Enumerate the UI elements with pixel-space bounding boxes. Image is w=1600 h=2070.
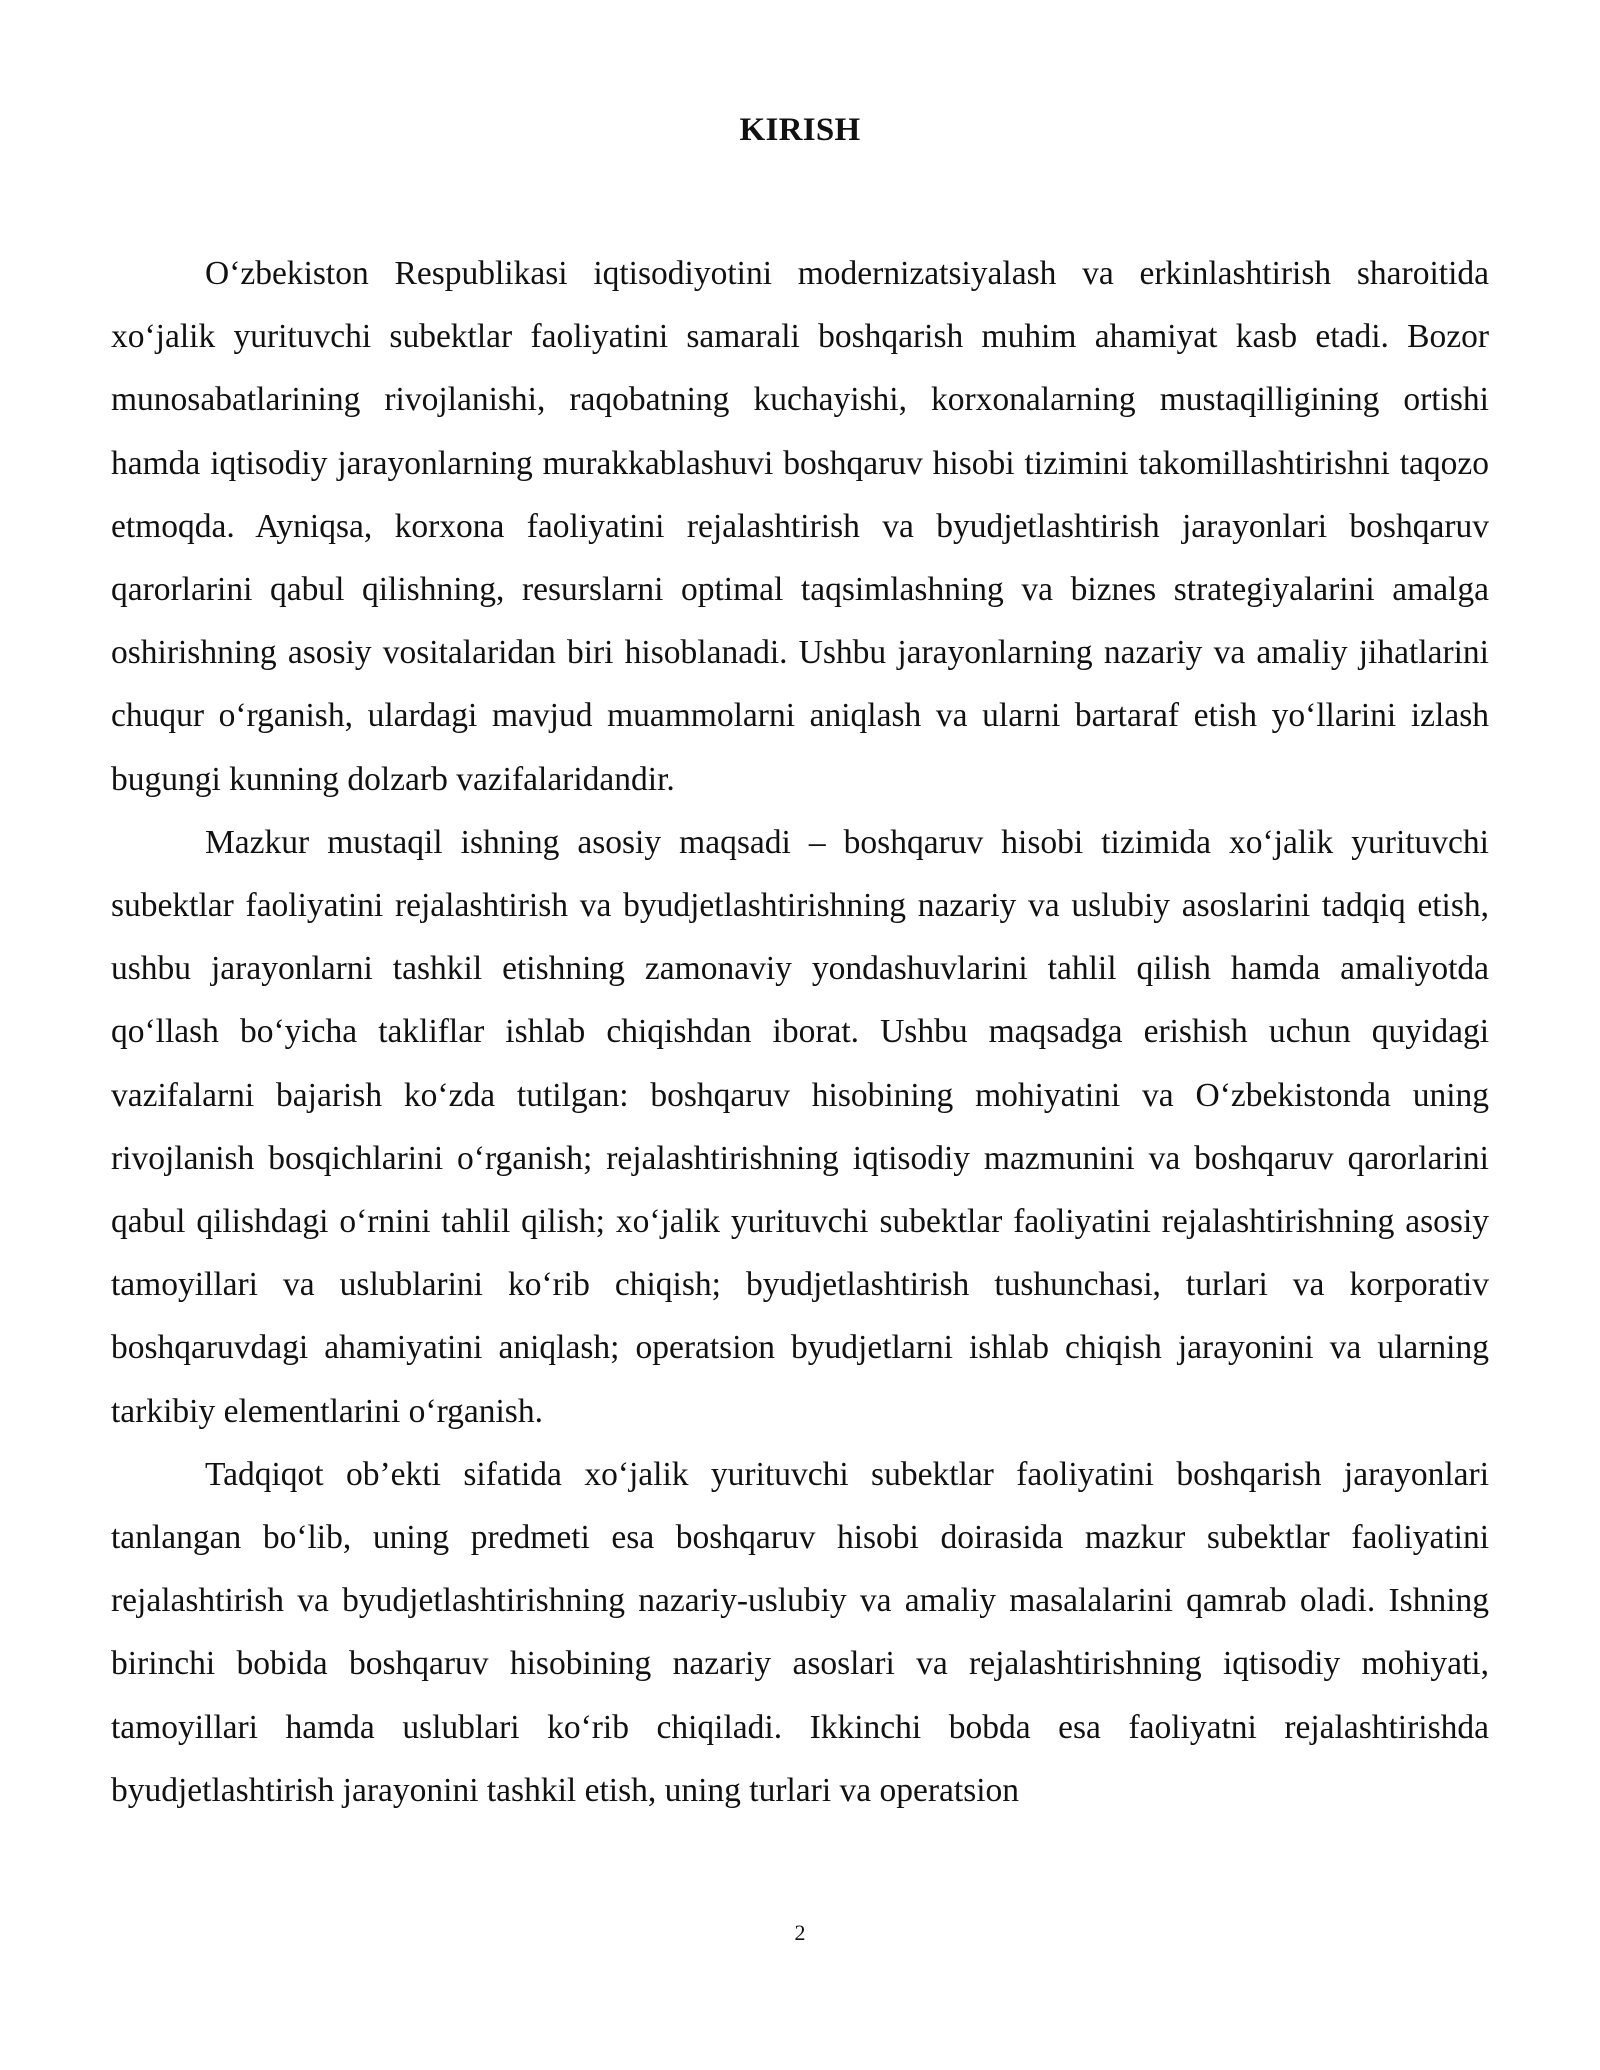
paragraph-aim: Mazkur mustaqil ishning asosiy maqsadi – boshqaruv hisobi tizimida xo‘jalik yurituvchi subektlar faoliyatini rejalashtirish va byudjetlashtirishning nazariy va uslubiy asoslarini tadqiq etish, ushbu jarayonlarni tashkil etishning zamonaviy yondashuvlarini tahlil qilish hamda amaliyotda qo‘llash bo‘yicha takliflar ishlab chiqishdan iborat. Ushbu maqsadga erishish uchun quyidagi vazifalarni bajarish ko‘zda tutilgan: boshqaruv hisobining mohiyatini va O‘zbekistonda uning rivojlanish bosqichlarini o‘rganish; rejalashtirishning iqtisodiy mazmunini va boshqaruv qarorlarini qabul qilishdagi o‘rnini tahlil qilish; xo‘jalik yurituvchi subektlar faoliyatini rejalashtirishning asosiy tamoyillari va uslublarini ko‘rib chiqish; byudjetlashtirish tushunchasi, turlari va korporativ boshqaruvdagi ahamiyatini aniqlash; operatsion byudjetlarni ishlab chiqish jarayonini va ularning tarkibiy elementlarini o‘rganish. <box>111 823 1489 1430</box>
paragraph-intro: O‘zbekiston Respublikasi iqtisodiyotini modernizatsiyalash va erkinlashtirish sharoitida xo‘jalik yurituvchi subektlar faoliyatini samarali boshqarish muhim ahamiyat kasb etadi. Bozor munosabatlarining rivojlanishi, raqobatning kuchayishi, korxonalarning mustaqilligining ortishi hamda iqtisodiy jarayonlarning murakkablashuvi boshqaruv hisobi tizimini takomillashtirishni taqozo etmoqda. Ayniqsa, korxona faoliyatini rejalashtirish va byudjetlashtirish jarayonlari boshqaruv qarorlarini qabul qilishning, resurslarni optimal taqsimlashning va biznes strategiyalarini amalga oshirishning asosiy vositalaridan biri hisoblanadi. Ushbu jarayonlarning nazariy va amaliy jihatlarini chuqur o‘rganish, ulardagi mavjud muammolarni aniqlash va ularni bartaraf etish yo‘llarini izlash bugungi kunning dolzarb vazifalaridandir. <box>111 255 1489 798</box>
page-title: KIRISH <box>739 112 861 148</box>
page-number: 2 <box>794 1920 806 1945</box>
paragraph-object: Tadqiqot ob’ekti sifatida xo‘jalik yurituvchi subektlar faoliyatini boshqarish jarayonlari tanlangan bo‘lib, uning predmeti esa boshqaruv hisobi doirasida mazkur subektlar faoliyatini rejalashtirish va byudjetlashtirishning nazariy-uslubiy va amaliy masalalarini qamrab oladi. Ishning birinchi bobida boshqaruv hisobining nazariy asoslari va rejalashtirishning iqtisodiy mohiyati, tamoyillari hamda uslublari ko‘rib chiqiladi. Ikkinchi bobda esa faoliyatni rejalashtirishda byudjetlashtirish jarayonini tashkil etish, uning turlari va operatsion <box>111 1455 1489 1809</box>
body-text <box>111 242 1489 1822</box>
